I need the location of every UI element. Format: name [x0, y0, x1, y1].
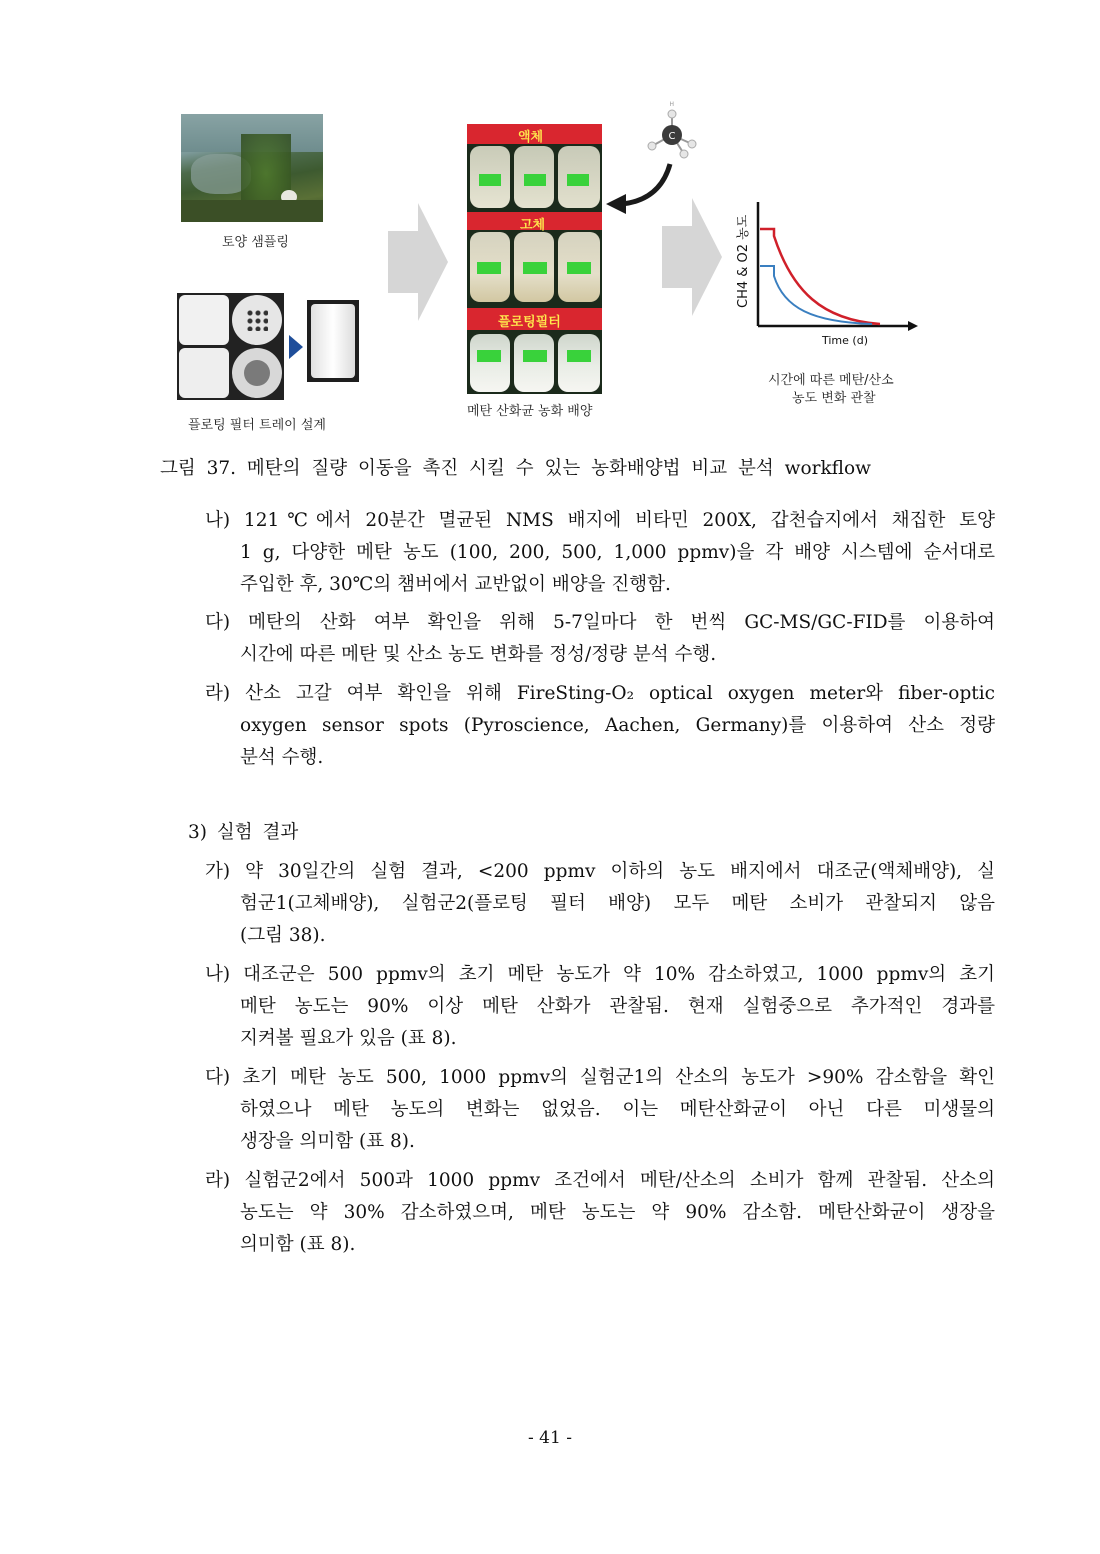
tray-arrow-icon	[289, 335, 303, 359]
floating-filter-tag: 플로팅필터	[498, 315, 561, 330]
graph-caption-line1: 시간에 따른 메탄/산소	[768, 373, 894, 388]
soil-sampling-label: 토양 샘플링	[222, 235, 289, 250]
soil-sampling-photo	[181, 114, 323, 222]
methane-curve	[760, 229, 880, 324]
concentration-graph	[732, 196, 932, 356]
liquid-tag: 액체	[518, 130, 544, 145]
solid-tag: 고체	[520, 218, 546, 233]
page-number: - 41 -	[528, 1428, 572, 1448]
graph-y-label: CH4 & O2 농도	[736, 214, 751, 308]
method-item-da: 다) 메탄의 산화 여부 확인을 위해 5-7일마다 한 번씩 GC-MS/GC-FID를 이용하여 시간에 따른 메탄 및 산소 농도 변화를 정성/정량 분석 수행.	[205, 612, 995, 665]
tray-assembled-photo	[307, 300, 359, 382]
result-item-ga: 가) 약 30일간의 실험 결과, <200 ppmv 이하의 농도 배지에서 대조군(액체배양), 실 험군1(고체배양), 실험군2(플로팅 필터 배양) 모두 메탄 소비가 관찰되지 않음 (그림 38).	[205, 861, 995, 946]
results-heading: 3) 실험 결과	[188, 822, 299, 843]
result-item-na: 나) 대조군은 500 ppmv의 초기 메탄 농도가 약 10% 감소하였고, 1000 ppmv의 초기 메탄 농도는 90% 이상 메탄 산화가 관찰됨. 현재 실험중으로 추가적인 경과를 지켜볼 필요가 있음 (표 8).	[205, 964, 995, 1049]
culture-bottles-photo	[467, 124, 602, 394]
graph-x-label: Time (d)	[822, 334, 868, 347]
method-item-ra: 라) 산소 고갈 여부 확인을 위해 FireSting-O₂ optical oxygen meter와 fiber-optic oxygen sensor spots (Pyroscience, Aachen, Germany)를 이용하여 산소 정량 분석 수행.	[205, 683, 995, 768]
tray-photo-grid	[177, 293, 284, 400]
tray-design-label: 플로팅 필터 트레이 설계	[188, 418, 326, 433]
culture-label: 메탄 산화균 농화 배양	[467, 404, 593, 419]
methane-hydrogen-label: H	[669, 101, 675, 108]
methane-carbon-label: C	[668, 131, 676, 142]
result-item-da: 다) 초기 메탄 농도 500, 1000 ppmv의 실험군1의 산소의 농도가 >90% 감소함을 확인 하였으나 메탄 농도의 변화는 없었음. 이는 메탄산화균이 아닌 다른 미생물의 생장을 의미함 (표 8).	[205, 1067, 995, 1152]
methane-arrow-icon	[622, 164, 670, 204]
graph-caption-line2: 농도 변화 관찰	[792, 391, 876, 406]
figure-caption: 그림 37. 메탄의 질량 이동을 촉진 시킬 수 있는 농화배양법 비교 분석 workflow	[160, 458, 871, 479]
oxygen-curve	[760, 266, 872, 324]
result-item-ra: 라) 실험군2에서 500과 1000 ppmv 조건에서 메탄/산소의 소비가 함께 관찰됨. 산소의 농도는 약 30% 감소하였으며, 메탄 농도는 약 90% 감소함. 메탄산화균이 생장을 의미함 (표 8).	[205, 1170, 995, 1255]
method-item-na: 나) 121℃에서 20분간 멸균된 NMS 배지에 비타민 200X, 갑천습지에서 채집한 토양 1 g, 다양한 메탄 농도 (100, 200, 500, 1,000 ppmv)을 각 배양 시스템에 순서대로 주입한 후, 30℃의 챔버에서 교반없이 배양을 진행함.	[205, 510, 995, 595]
